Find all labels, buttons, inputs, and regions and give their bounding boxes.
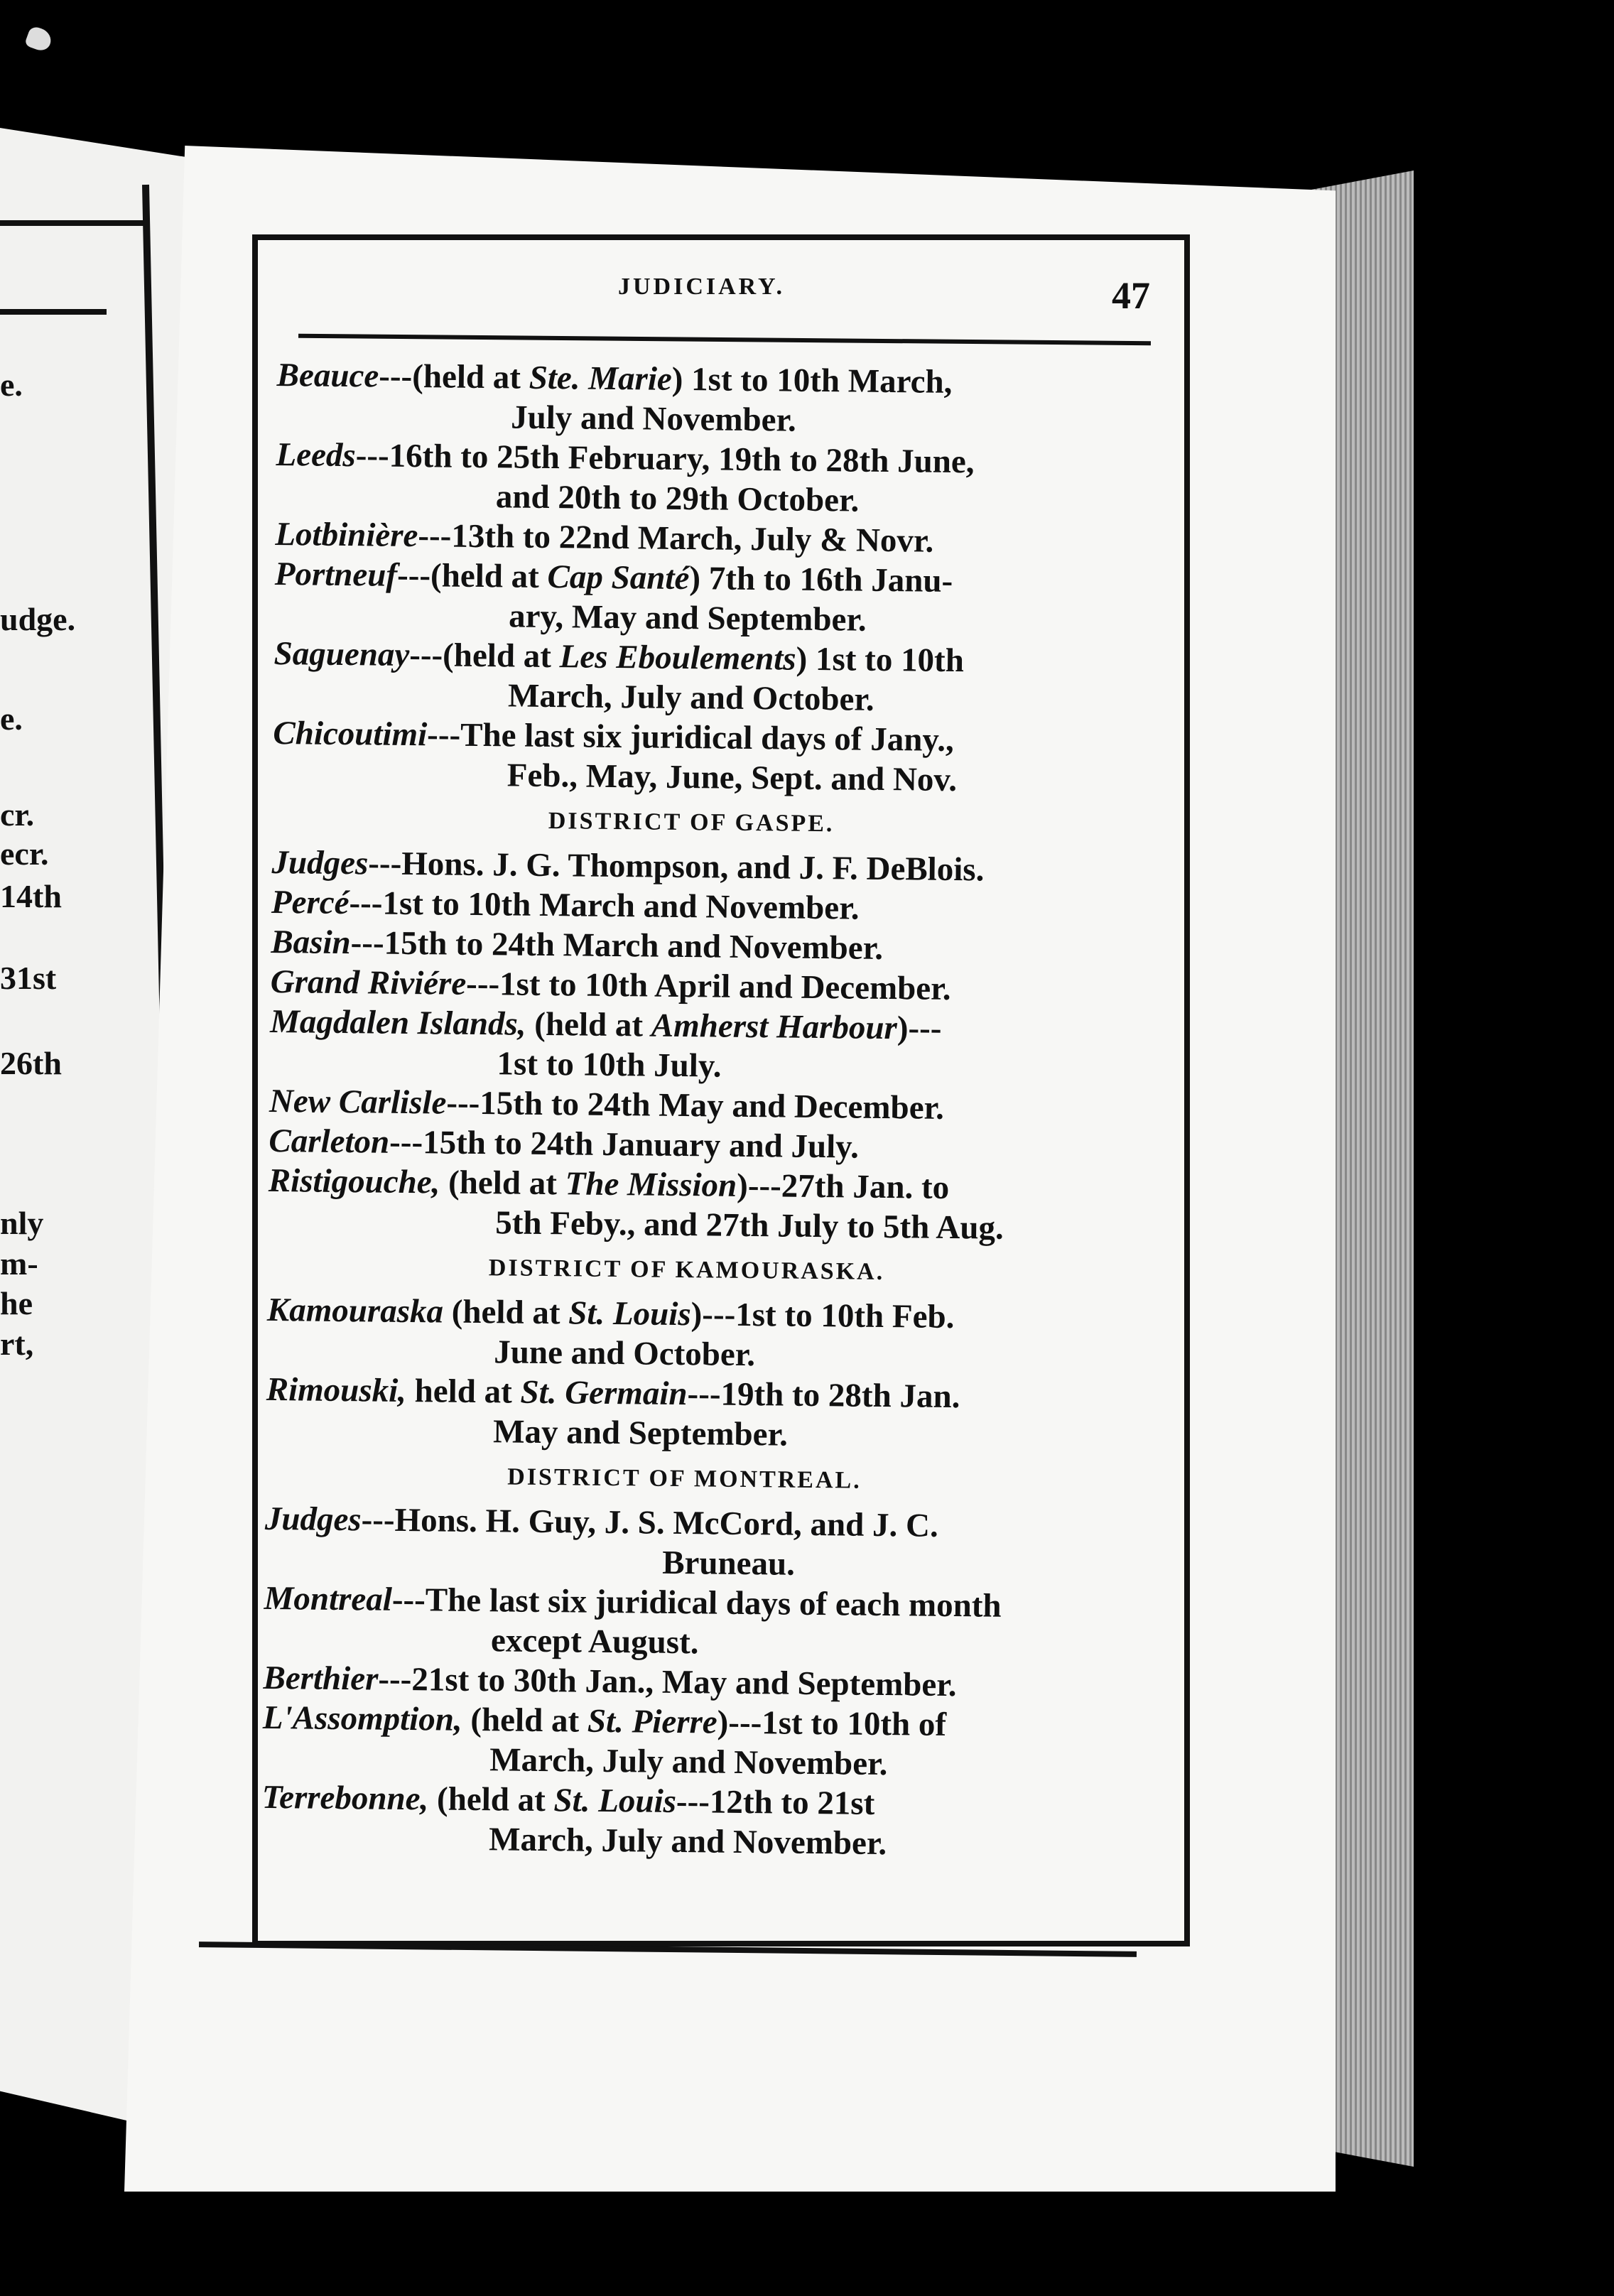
court-entry [261,1777,1143,1866]
place-name: St. Pierre [587,1702,717,1741]
left-page-fragment: ecr. [0,835,49,872]
entry-continuation: ary, May and September. [508,597,867,639]
court-name: Carleton [269,1122,390,1161]
left-page-fragment: he [0,1285,33,1321]
entry-text: ---Hons. J. G. Thompson, and J. F. DeBlois. [368,845,985,889]
entry-continuation: except August. [490,1622,699,1662]
left-page-fragment: nly [0,1205,44,1241]
court-name: Ristigouche, [268,1161,440,1201]
entry-text: ---15th to 24th January and July. [389,1123,860,1166]
court-entry [266,1290,1148,1379]
entry-continuation: June and October. [494,1333,756,1374]
court-entry [264,1499,1146,1588]
entry-text: ---15th to 24th March and November. [350,924,884,967]
court-name: Basin [271,923,351,962]
left-page-rule [0,220,149,226]
entry-text: held at [406,1372,521,1411]
entry-text: )---27th Jan. to [736,1166,950,1206]
entry-text: ---19th to 28th Jan. [687,1375,960,1416]
left-page-fragment: 26th [0,1045,62,1081]
district-heading-kamouraska: DISTRICT OF KAMOURASKA. [488,1255,885,1286]
court-name: Leeds [276,435,357,475]
district-heading-gaspe: DISTRICT OF GASPE. [548,808,835,838]
entry-text: ---15th to 24th May and December. [446,1084,945,1127]
entry-continuation: March, July and November. [489,1741,888,1783]
court-entry [268,1161,1149,1250]
entry-continuation: 1st to 10th July. [497,1045,722,1085]
entry-text: )---1st to 10th Feb. [690,1296,955,1336]
district-heading-montreal: DISTRICT OF MONTREAL. [507,1463,862,1494]
court-name: Judges [264,1500,362,1539]
entry-continuation: Bruneau. [661,1544,796,1583]
place-name: Ste. Marie [529,359,673,398]
court-entry [273,634,1155,722]
entry-text: (held at [443,1293,569,1332]
court-entry [264,1578,1145,1667]
court-name: Saguenay [273,634,410,673]
court-name: Magdalen Islands, [269,1002,526,1043]
entry-text: ---1st to 10th March and November. [349,884,860,927]
entry-text: ---Hons. H. Guy, J. S. McCord, and J. C. [361,1501,939,1544]
court-name: Judges [271,843,369,882]
court-name: Berthier [263,1659,379,1698]
court-name: Percé [271,883,350,922]
place-name: Cap Santé [547,558,690,597]
court-entry [269,1002,1151,1090]
place-name: St. Louis [553,1782,677,1820]
entry-text: ---(held at [396,556,548,596]
court-name: Grand Riviére [270,963,467,1002]
entry-continuation: Feb., May, June, Sept. and Nov. [507,757,958,799]
entry-text: (held at [440,1164,565,1203]
place-name: St. Louis [568,1294,691,1333]
court-name: Portneuf [274,555,398,594]
entry-text: ) 1st to 10th March, [671,360,953,401]
court-name: Beauce [276,356,379,395]
entry-continuation: 5th Feby., and 27th July to 5th Aug. [494,1204,1004,1247]
place-name: The Mission [565,1165,737,1204]
entry-continuation: and 20th to 29th October. [495,478,860,519]
court-entry [262,1698,1144,1787]
entry-text: ---13th to 22nd March, July & Novr. [418,517,934,560]
entry-text: ---(held at [379,357,530,396]
entry-text: (held at [462,1701,588,1740]
entry-text: ---(held at [408,636,560,676]
left-page-fragment: udge. [0,601,76,637]
court-entry [266,1370,1147,1458]
left-page-rule [0,309,107,315]
left-page-fragment: cr. [0,796,35,833]
entry-text: )---1st to 10th of [717,1704,947,1743]
left-page-fragment: 31st [0,960,57,996]
entry-continuation: May and September. [492,1413,789,1453]
entry-text: ---12th to 21st [676,1782,875,1822]
court-entry [273,713,1154,802]
entry-continuation: July and November. [510,399,797,439]
dust-speck [24,25,54,53]
left-page-fragment: e. [0,367,23,403]
entry-text: ---1st to 10th April and December. [465,965,951,1007]
entry-text: (held at [526,1005,652,1044]
entry-text: ---The last six juridical days of each month [391,1581,1002,1625]
court-name: Chicoutimi [273,714,428,754]
page-number: 47 [1112,274,1150,317]
left-page-fragment: rt, [0,1326,34,1362]
entry-text: ---16th to 25th February, 19th to 28th June, [355,437,975,481]
court-name: Terrebonne, [261,1778,429,1818]
entry-text: (held at [428,1780,554,1819]
court-name: L'Assomption, [262,1699,462,1738]
place-name: St. Germain [520,1373,688,1413]
entry-continuation: March, July and November. [488,1821,887,1863]
entry-text: ) 1st to 10th [796,640,965,680]
entry-text: ) 7th to 16th Janu- [689,560,953,600]
left-page-fragment: m- [0,1245,38,1282]
court-name: Montreal [264,1579,393,1618]
running-header: JUDICIARY. [618,274,785,300]
entry-text: )--- [897,1009,942,1047]
left-page-fragment: 14th [0,878,62,914]
place-name: Amherst Harbour [651,1007,898,1047]
court-entry [276,355,1158,444]
court-name: New Carlisle [269,1082,447,1122]
court-entry [276,435,1157,524]
entry-continuation: March, July and October. [507,677,874,718]
court-name: Rimouski, [266,1370,407,1409]
page-body [261,355,1158,1866]
court-entry [274,554,1156,643]
left-page-fragment: e. [0,700,23,737]
entry-text: ---The last six juridical days of Jany., [426,716,955,759]
court-name: Kamouraska [266,1291,444,1331]
place-name: Les Eboulements [559,638,796,678]
entry-text: ---21st to 30th Jan., May and September. [378,1660,957,1704]
court-name: Lotbinière [275,515,418,555]
